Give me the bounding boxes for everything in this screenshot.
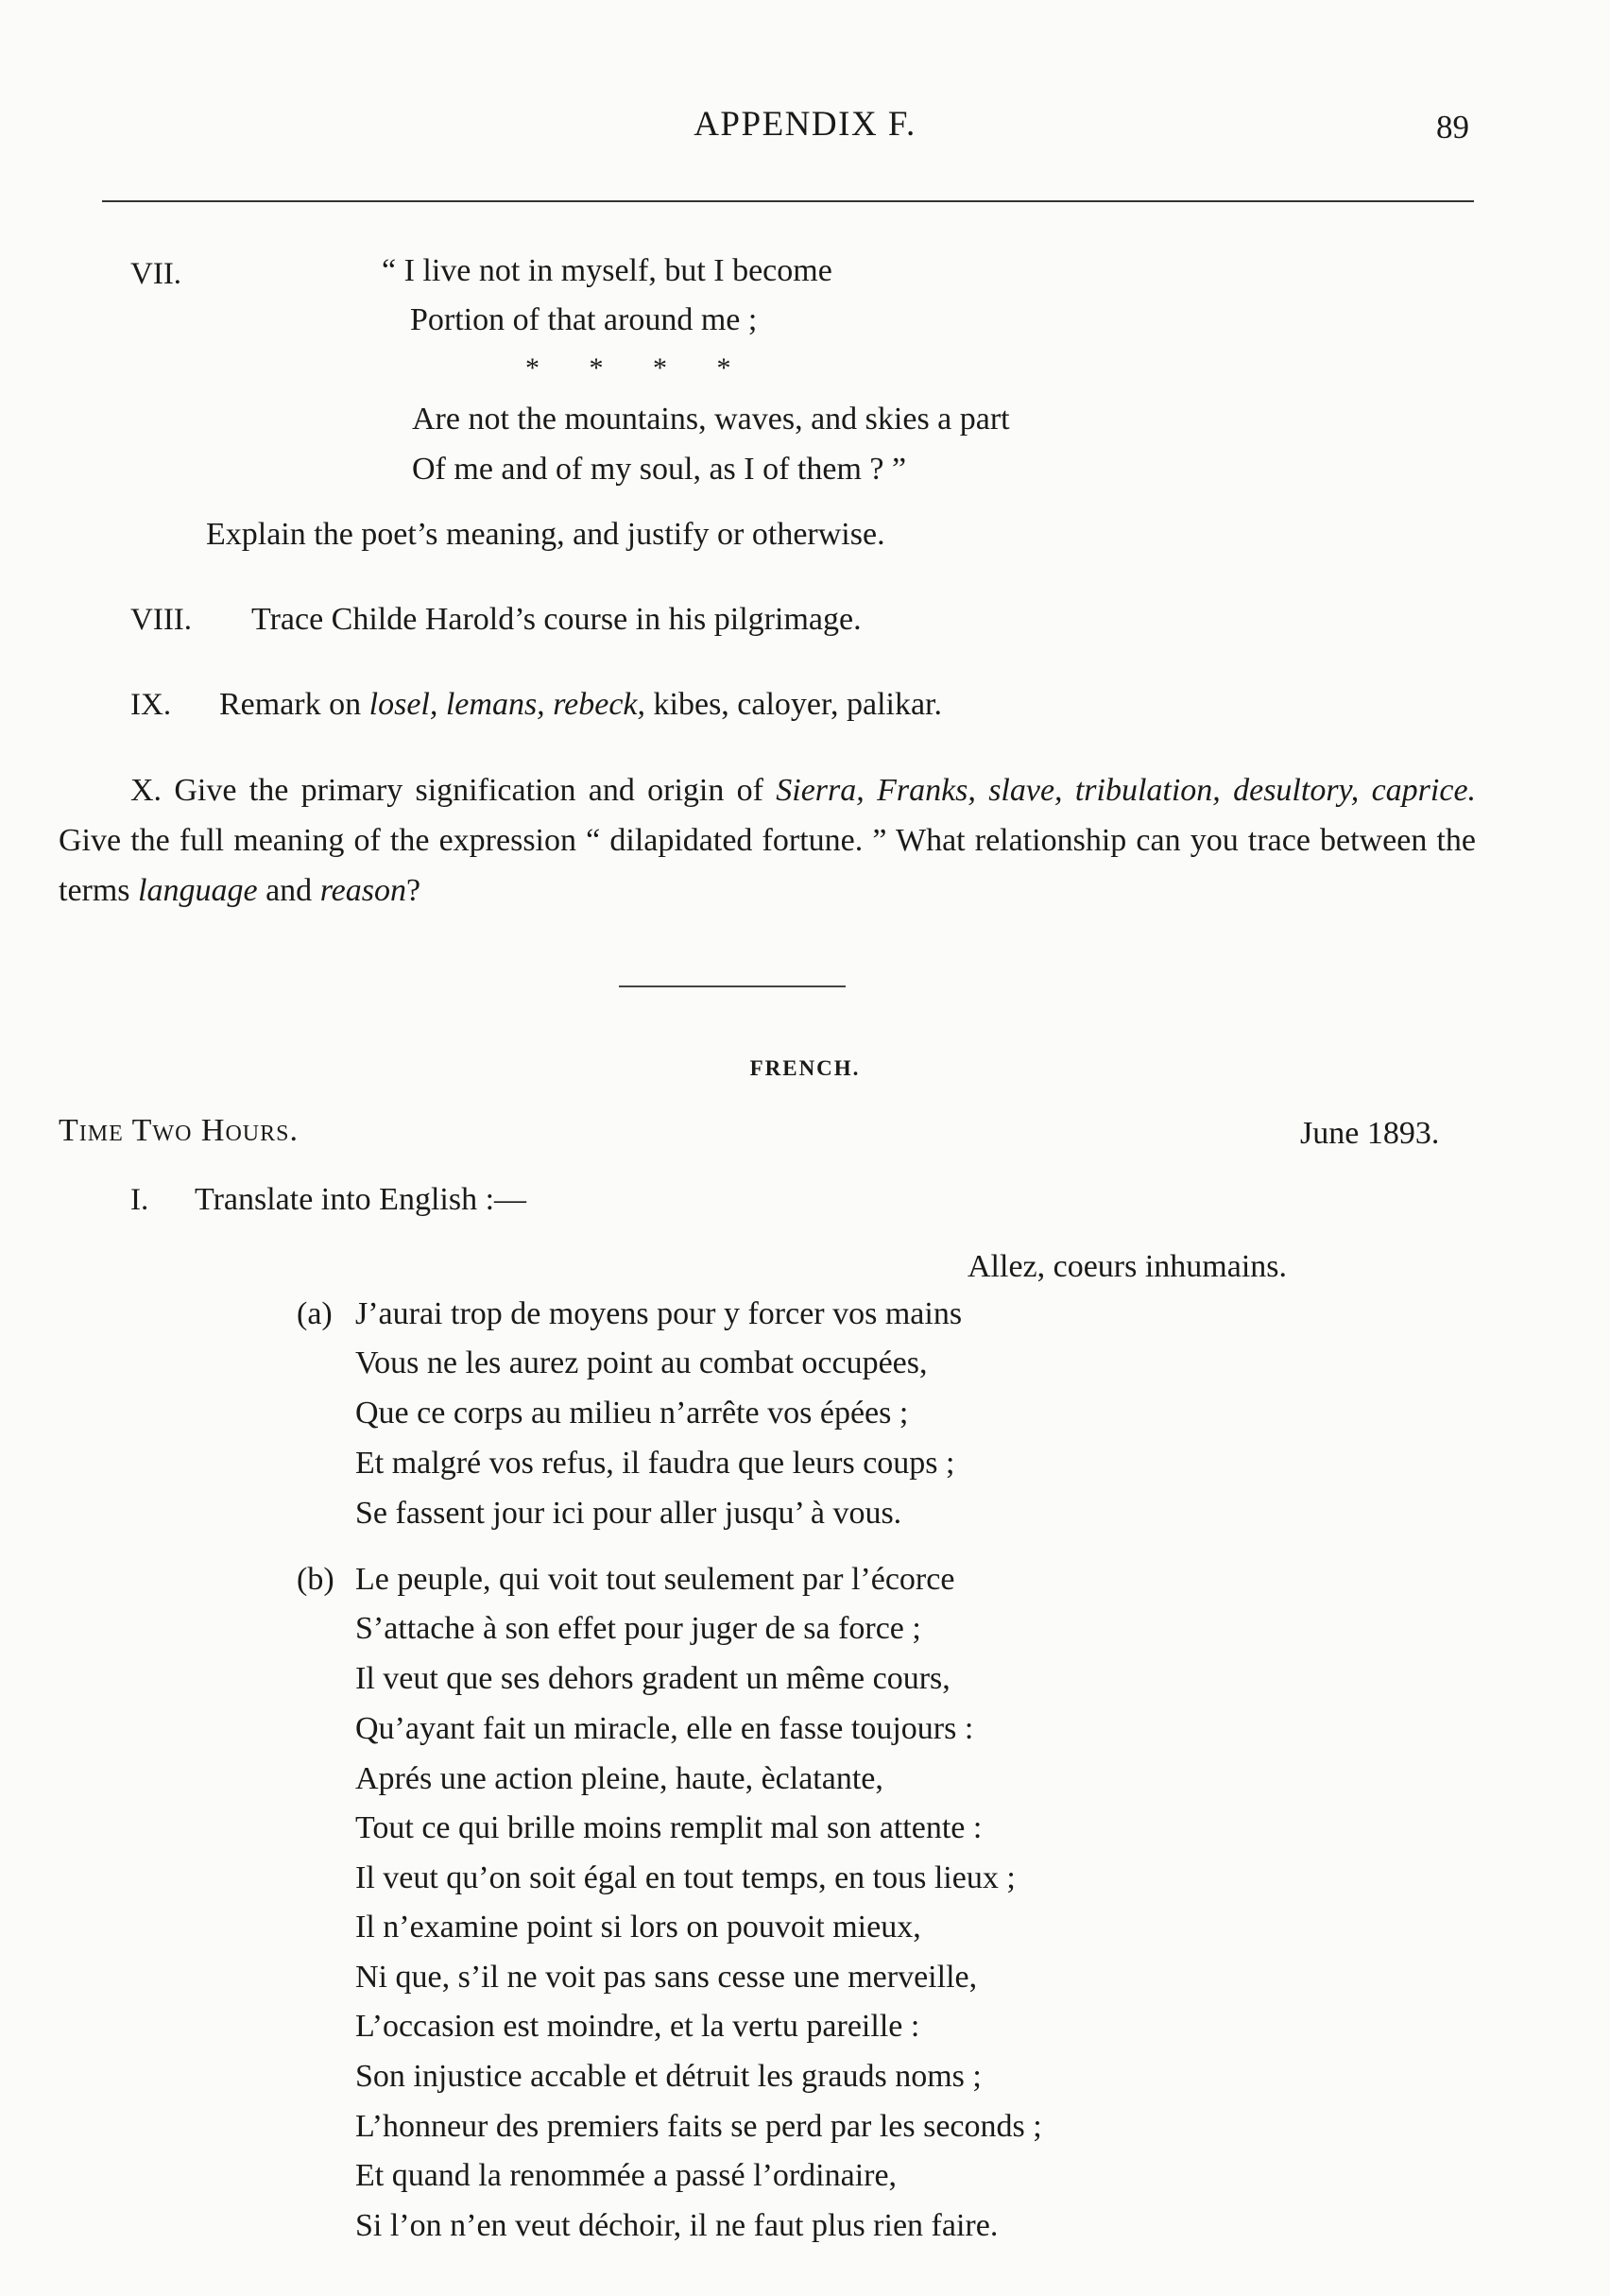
passage-b-line-5: Aprés une action pleine, haute, èclatante, [355,1761,883,1796]
q10-term-desultory: desultory, [1233,773,1360,808]
passage-b-line-1: Le peuple, qui voit tout seulement par l’écorce [355,1562,955,1597]
passage-a-line-3: Vous ne les aurez point au combat occupées, [355,1345,928,1380]
q10-term-franks: Franks, [877,773,976,808]
q7-instruction: Explain the poet’s meaning, and justify or otherwise. [206,517,885,552]
section-divider [619,985,846,987]
time-allowed: Time Two Hours. [59,1113,299,1148]
question-8-number: VIII. [130,603,193,637]
section-heading-french: FRENCH. [749,1056,861,1080]
passage-b-label: (b) [297,1562,334,1597]
q7-verse-line-4: Of me and of my soul, as I of them ? ” [412,452,907,487]
french-question-1-number: I. [130,1183,149,1217]
q10-term-slave: slave, [988,773,1063,808]
q7-verse-line-1: “ I live not in myself, but I become [382,253,832,288]
q9-term-losel: losel, [368,687,438,722]
q7-verse-line-3: Are not the mountains, waves, and skies a part [412,402,1010,437]
question-10-number: X. [130,773,163,808]
q8-text: Trace Childe Harold’s course in his pilgrimage. [251,602,862,637]
passage-b-line-3: Il veut que ses dehors gradent un même cours, [355,1661,951,1696]
passage-a-label: (a) [297,1296,333,1331]
passage-b-line-9: Ni que, s’il ne voit pas sans cesse une merveille, [355,1960,978,1995]
passage-b-line-12: L’honneur des premiers faits se perd par les seconds ; [355,2109,1042,2144]
q9-term-rebeck: rebeck, [553,687,646,722]
french-question-1-text: Translate into English :— [195,1182,527,1217]
header-rule [102,200,1474,202]
passage-b-line-8: Il n’examine point si lors on pouvoit mieux, [355,1910,921,1945]
q10-term-tribulation: tribulation, [1074,773,1221,808]
question-7-number: VII. [130,257,182,291]
q7-verse-line-2: Portion of that around me ; [410,302,758,337]
passage-a-line-1: Allez, coeurs inhumains. [968,1249,1288,1284]
running-head: APPENDIX F. [694,105,916,144]
passage-a-line-4: Que ce corps au milieu n’arrête vos épées ; [355,1396,909,1431]
q10-paragraph [59,765,1476,916]
passage-b-line-13: Et quand la renommée a passé l’ordinaire, [355,2158,898,2193]
q10-text-4: ? [405,873,421,908]
q9-term-lemans: lemans, [445,687,545,722]
passage-b-line-6: Tout ce qui brille moins remplit mal son attente : [355,1810,983,1845]
passage-a-line-2: J’aurai trop de moyens pour y forcer vos mains [355,1296,963,1331]
passage-b-line-7: Il veut qu’on soit égal en tout temps, en tous lieux ; [355,1860,1016,1895]
q10-term-sierra: Sierra, [776,773,865,808]
q10-term-reason: reason [319,873,406,908]
q10-text-2: Give the full meaning of the expression “ dilapidated fortune. ” What relationship can you trace between the terms [59,823,1476,908]
q10-term-caprice: caprice. [1371,773,1477,808]
exam-date: June 1893. [1300,1116,1440,1151]
q9-lead: Remark on [219,687,362,722]
passage-b-line-14: Si l’on n’en veut déchoir, il ne faut plus rien faire. [355,2208,999,2243]
q7-ellipsis-stars: * * * * [525,352,731,384]
passage-a-line-6: Se fassent jour ici pour aller jusqu’ à vous. [355,1496,902,1531]
page-number: 89 [1436,109,1469,146]
q10-text-3: and [265,873,313,908]
passage-b-line-11: Son injustice accable et détruit les grauds noms ; [355,2059,982,2094]
q10-text-1: Give the primary signification and origin of [174,773,763,808]
passage-b-line-2: S’attache à son effet pour juger de sa force ; [355,1611,921,1646]
question-9-number: IX. [130,688,172,722]
passage-a-line-5: Et malgré vos refus, il faudra que leurs coups ; [355,1446,955,1481]
passage-b-line-4: Qu’ayant fait un miracle, elle en fasse toujours : [355,1711,974,1746]
passage-b-line-10: L’occasion est moindre, et la vertu pareille : [355,2009,920,2044]
q9-text [219,686,942,724]
q10-term-language: language [138,873,258,908]
q9-rest: kibes, caloyer, palikar. [653,687,942,722]
